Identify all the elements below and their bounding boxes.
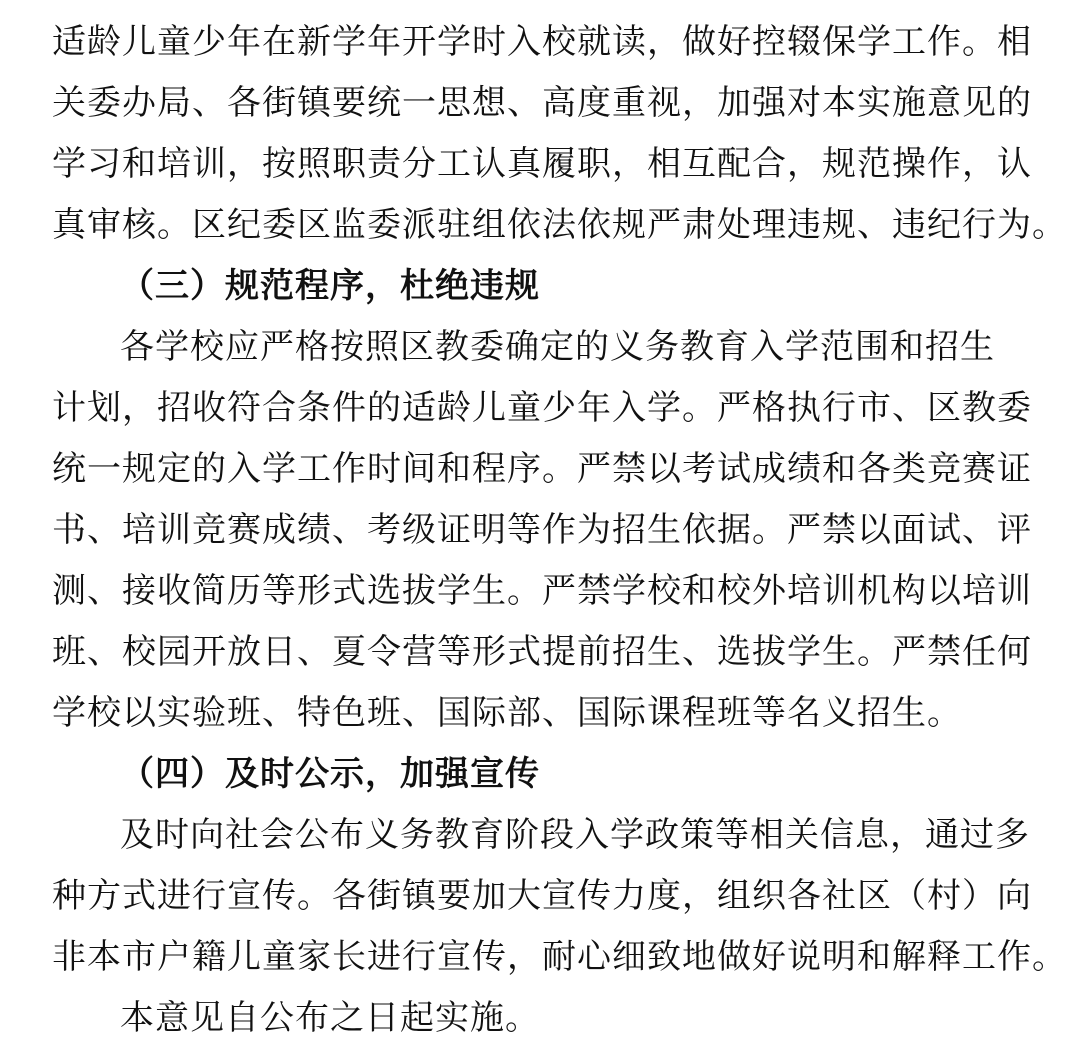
paragraph-line: 测、接收简历等形式选拔学生。严禁学校和校外培训机构以培训 (52, 571, 1032, 611)
paragraph-line: 学习和培训，按照职责分工认真履职，相互配合，规范操作，认 (52, 144, 1032, 184)
paragraph-line: 非本市户籍儿童家长进行宣传，耐心细致地做好说明和解释工作。 (52, 937, 1067, 977)
paragraph-line: 计划，招收符合条件的适龄儿童少年入学。严格执行市、区教委 (52, 388, 1032, 428)
section-heading-four: （四）及时公示，加强宣传 (120, 754, 540, 794)
paragraph-line: 学校以实验班、特色班、国际部、国际课程班等名义招生。 (52, 693, 962, 733)
paragraph-line: 统一规定的入学工作时间和程序。严禁以考试成绩和各类竞赛证 (52, 449, 1032, 489)
paragraph-line: 种方式进行宣传。各街镇要加大宣传力度，组织各社区（村）向 (52, 876, 1032, 916)
paragraph-line: 适龄儿童少年在新学年开学时入校就读，做好控辍保学工作。相 (52, 22, 1032, 62)
paragraph-line: 各学校应严格按照区教委确定的义务教育入学范围和招生 (120, 327, 995, 367)
paragraph-line: 关委办局、各街镇要统一思想、高度重视，加强对本实施意见的 (52, 83, 1032, 123)
paragraph-line: 班、校园开放日、夏令营等形式提前招生、选拔学生。严禁任何 (52, 632, 1032, 672)
closing-line: 本意见自公布之日起实施。 (120, 998, 540, 1038)
section-heading-three: （三）规范程序，杜绝违规 (120, 266, 540, 306)
paragraph-line: 书、培训竞赛成绩、考级证明等作为招生依据。严禁以面试、评 (52, 510, 1032, 550)
paragraph-line: 及时向社会公布义务教育阶段入学政策等相关信息，通过多 (120, 815, 1030, 855)
paragraph-line: 真审核。区纪委区监委派驻组依法依规严肃处理违规、违纪行为。 (52, 205, 1067, 245)
